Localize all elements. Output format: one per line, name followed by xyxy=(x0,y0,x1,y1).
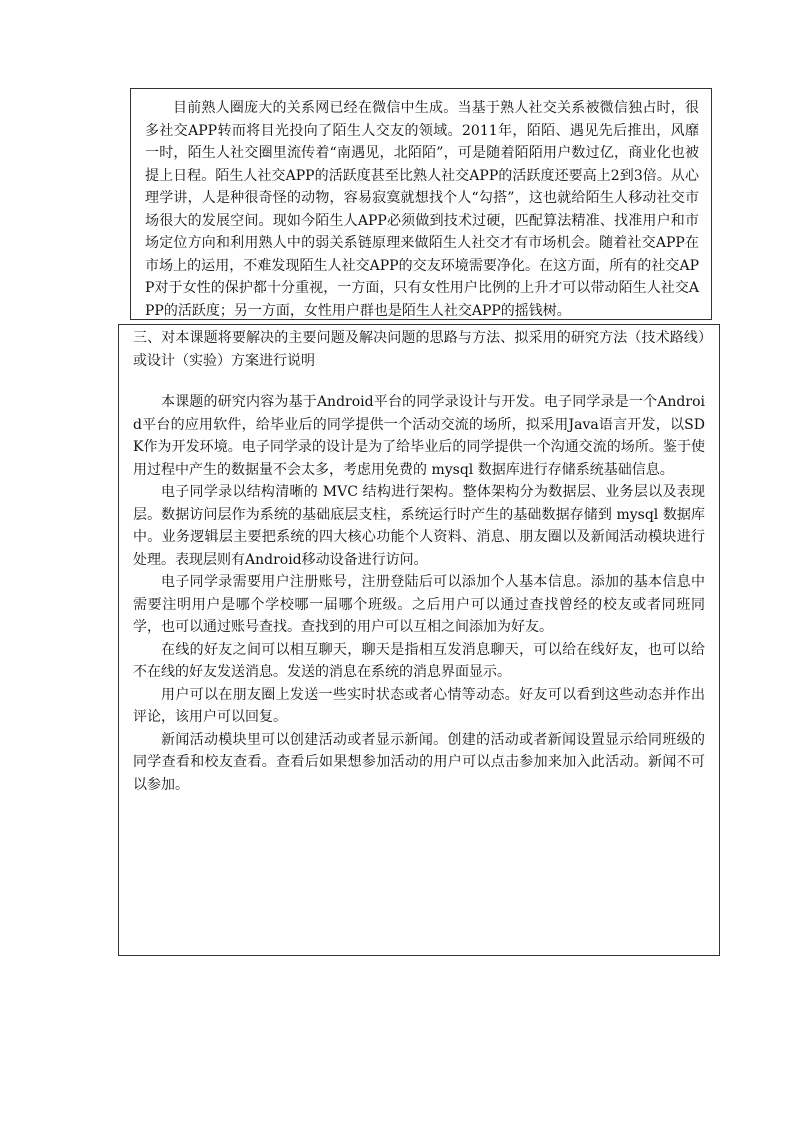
previous-section-box xyxy=(130,88,712,320)
section-3-box xyxy=(118,324,720,956)
body-paragraph: 电子同学录需要用户注册账号，注册登陆后可以添加个人基本信息。添加的基本信息中需要注明用户是哪个学校哪一届哪个班级。之后用户可以通过查找曾经的校友或者同班同学，也可以通过账号查找。查找到的用户可以互相之间添加为好友。 xyxy=(133,574,705,635)
body-paragraph: 新闻活动模块里可以创建活动或者显示新闻。创建的活动或者新闻设置显示给同班级的同学查看和校友查看。查看后如果想参加活动的用户可以点击参加来加入此活动。新闻不可以参加。 xyxy=(133,731,705,793)
body-paragraph: 在线的好友之间可以相互聊天，聊天是指相互发消息聊天，可以给在线好友，也可以给不在线的好友发送消息。发送的消息在系统的消息界面显示。 xyxy=(133,641,705,680)
background-paragraph: 目前熟人圈庞大的关系网已经在微信中生成。当基于熟人社交关系被微信独占时，很多社交APP转而将目光投向了陌生人交友的领域。2011年，陌陌、遇见先后推出，风靡一时，陌生人社交圈里流传着“南遇见，北陌陌”，可是随着陌陌用户数过亿，商业化也被提上日程。陌生人社交APP的活跃度甚至比熟人社交APP的活跃度还要高上2到3倍。从心理学讲，人是种很奇怪的动物，容易寂寞就想找个人“勾搭”，这也就给陌生人移动社交市场很大的发展空间。现如今陌生人APP必须做到技术过硬，匹配算法精准、找准用户和市场定位方向和利用熟人中的弱关系链原理来做陌生人社交才有市场机会。随着社交APP在市场上的运用，不难发现陌生人社交APP的交友环境需要净化。在这方面，所有的社交APP对于女性的保护都十分重视，一方面，只有女性用户比例的上升才可以带动陌生人社交APP的活跃度；另一方面，女性用户群也是陌生人社交APP的摇钱树。 xyxy=(145,100,699,319)
body-paragraph: 用户可以在朋友圈上发送一些实时状态或者心情等动态。好友可以看到这些动态并作出评论，该用户可以回复。 xyxy=(133,686,705,725)
body-paragraph: 电子同学录以结构清晰的 MVC 结构进行架构。整体架构分为数据层、业务层以及表现层。数据访问层作为系统的基础底层支柱，系统运行时产生的基础数据存储到 mysql 数据库中。业务逻辑层主要把系统的四大核心功能个人资料、消息、朋友圈以及新闻活动模块进行处理。表现层则有Android移动设备进行访问。 xyxy=(133,484,705,568)
body-paragraph: 本课题的研究内容为基于Android平台的同学录设计与开发。电子同学录是一个Android平台的应用软件，给毕业后的同学提供一个活动交流的场所，拟采用Java语言开发，以SDK作为开发环境。电子同学录的设计是为了给毕业后的同学提供一个沟通交流的场所。鉴于使用过程中产生的数据量不会太多，考虑用免费的 mysql 数据库进行存储系统基础信息。 xyxy=(133,394,705,478)
section-3-heading: 三、对本课题将要解决的主要问题及解决问题的思路与方法、拟采用的研究方法（技术路线）或设计（实验）方案进行说明 xyxy=(133,330,705,369)
